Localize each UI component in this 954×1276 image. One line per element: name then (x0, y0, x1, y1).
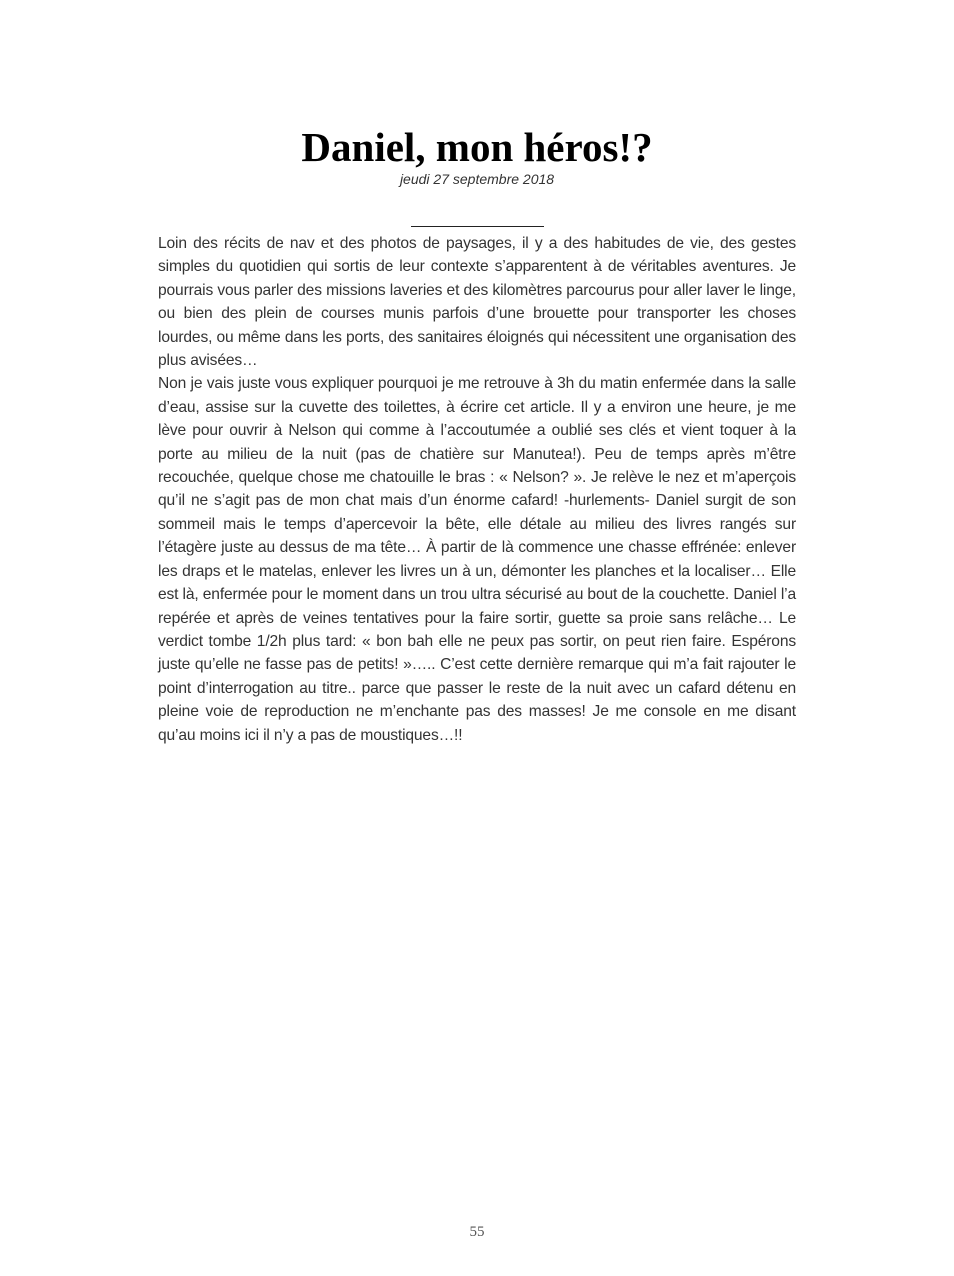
article-date: jeudi 27 septembre 2018 (399, 171, 555, 187)
page-number: 55 (469, 1224, 485, 1240)
article-title: Daniel, mon héros!? (301, 124, 653, 170)
paragraph: Loin des récits de nav et des photos de paysages, il y a des habitudes de vie, des gestes simples du quotidien qui sortis de leur contexte s’apparentent à de véritables aventures. Je pourrais vous parler des missions laveries et des kilomètres parcourus pour aller laver le linge, ou bien des plein de courses munis parfois d’une brouette pour transporter les choses lourdes, ou même dans les ports, des sanitaires éloignés qui nécessitent une organisation des plus avisées… (158, 235, 796, 370)
article-body (158, 232, 796, 747)
title-divider (411, 226, 544, 227)
paragraph: Non je vais juste vous expliquer pourquoi je me retrouve à 3h du matin enfermée dans la salle d’eau, assise sur la cuvette des toilettes, à écrire cet article. Il y a environ une heure, je me lève pour ouvrir à Nelson qui comme à l’accoutumée a oublié ses clés et vient toquer à la porte au milieu de la nuit (pas de chatière sur Manutea!). Peu de temps après m’être recouchée, quelque chose me chatouille le bras : « Nelson? ». Je relève le nez et m’aperçois qu’il ne s’agit pas de mon chat mais d’un énorme cafard! -hurlements- Daniel surgit de son sommeil mais le temps d’apercevoir la bête, elle détale au milieu des livres rangés sur l’étagère juste au dessus de ma tête… À partir de là commence une chasse effrénée: enlever les draps et le matelas, enlever les livres un à un, démonter les planches et la localiser… Elle est là, enfermée pour le moment dans un trou ultra sécurisé au bout de la couchette. Daniel l’a repérée et après de veines tentatives pour la faire sortir, guette sa proie sans relâche… Le verdict tombe 1/2h plus tard: « bon bah elle ne peux pas sortir, on peut rien faire. Espérons juste qu’elle ne fasse pas de petits! »….. C’est cette dernière remarque qui m’a fait rajouter le point d’interrogation au titre.. parce que passer le reste de la nuit avec un cafard détenu en pleine voie de reproduction ne m’enchante pas des masses! Je me console en me disant qu’au moins ici il n’y a pas de moustiques…!! (158, 375, 796, 744)
